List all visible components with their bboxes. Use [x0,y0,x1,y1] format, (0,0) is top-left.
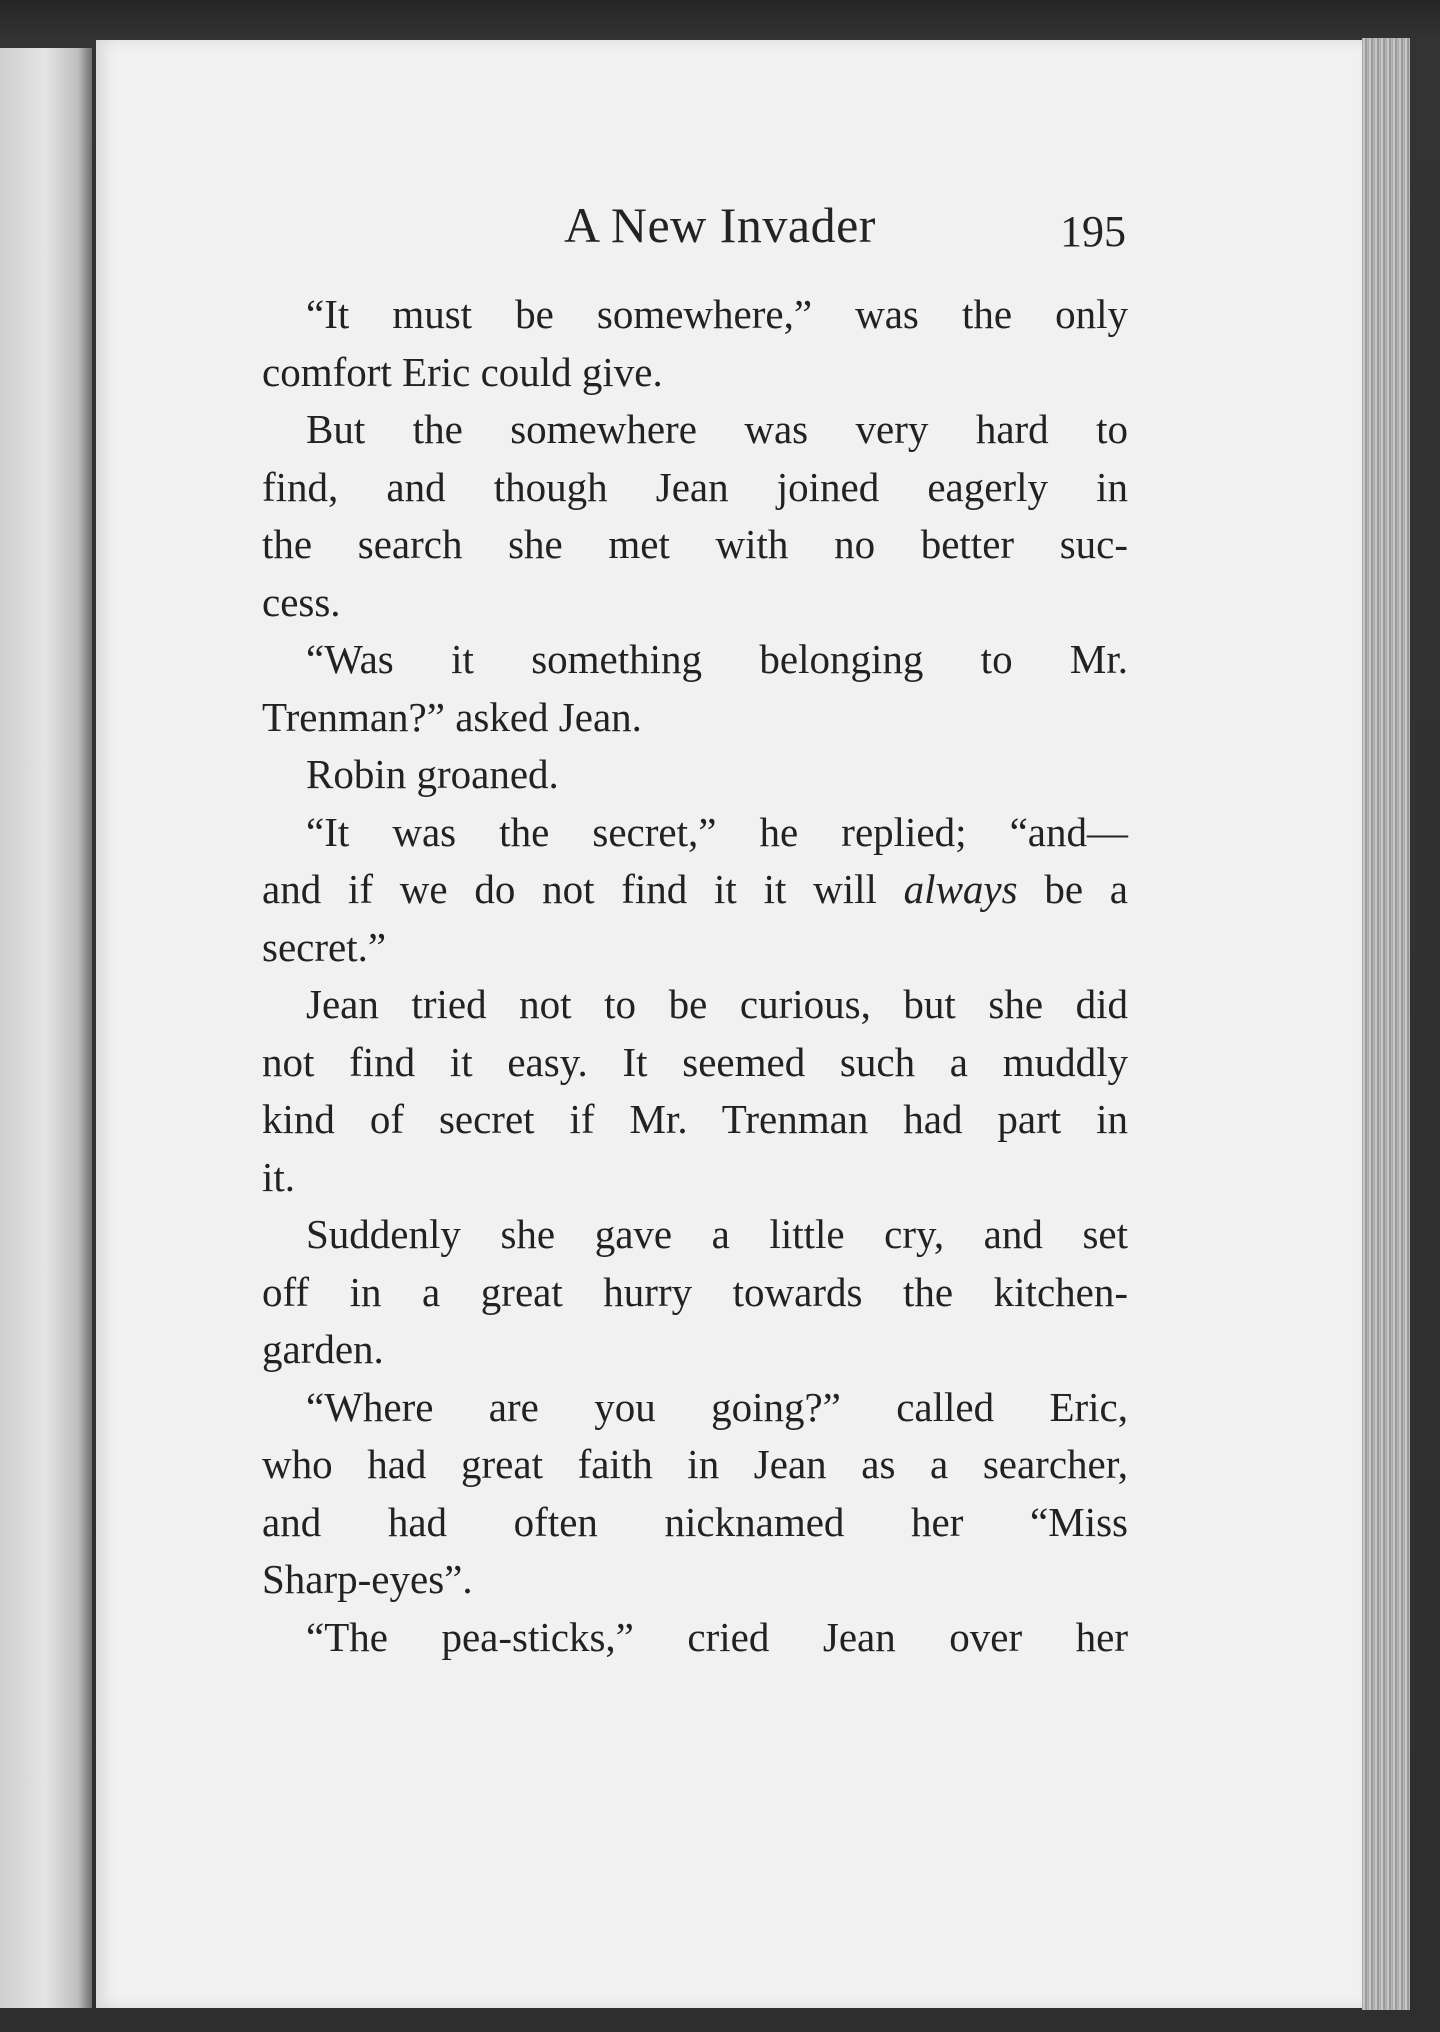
text-line: Robin groaned. [306,751,559,797]
text-line: But the somewhere was very hard to [306,406,1128,452]
running-title: A New Invader [564,197,876,253]
text-line: “It must be somewhere,” was the only [306,291,1128,337]
text-fragment: and if we do not find it it will [262,866,904,912]
paragraph [262,804,1128,977]
text-fragment: be a [1017,866,1128,912]
text-line: Sharp-eyes”. [262,1556,473,1602]
text-line [262,861,1128,919]
text-line: the search she met with no better suc- [262,521,1128,567]
page-edges [1362,38,1410,2010]
text-line: garden. [262,1326,384,1372]
paragraph [262,286,1128,401]
facing-page-edge [0,48,92,2008]
paragraph [262,631,1128,746]
running-header [0,196,1440,266]
text-line: “Was it something belonging to Mr. [306,636,1128,682]
text-line: kind of secret if Mr. Trenman had part in [262,1096,1128,1142]
text-line: Jean tried not to be curious, but she did [306,981,1128,1027]
paragraph [262,401,1128,631]
text-line: and had often nicknamed her “Miss [262,1498,1128,1545]
text-line: “It was the secret,” he replied; “and— [306,808,1128,855]
text-line: off in a great hurry towards the kitchen- [262,1268,1128,1315]
text-line: “The pea-sticks,” cried Jean over her [306,1613,1128,1660]
italic-emphasis: always [903,866,1018,912]
text-line: cess. [262,578,341,625]
text-line: who had great faith in Jean as a searcher, [262,1441,1128,1487]
text-line: Suddenly she gave a little cry, and set [306,1211,1128,1257]
body-text [262,286,1128,1666]
page-number: 195 [1060,207,1126,256]
paragraph [262,746,1128,804]
paragraph [262,1609,1128,1667]
paragraph [262,1206,1128,1379]
paragraph [262,1379,1128,1609]
text-line: not find it easy. It seemed such a muddly [262,1038,1128,1085]
text-line: Trenman?” asked Jean. [262,693,642,740]
paragraph [262,976,1128,1206]
text-line: it. [262,1153,296,1200]
text-line: secret.” [262,923,387,970]
text-line: comfort Eric could give. [262,348,663,395]
text-line: find, and though Jean joined eagerly in [262,463,1128,510]
text-line: “Where are you going?” called Eric, [306,1383,1128,1430]
